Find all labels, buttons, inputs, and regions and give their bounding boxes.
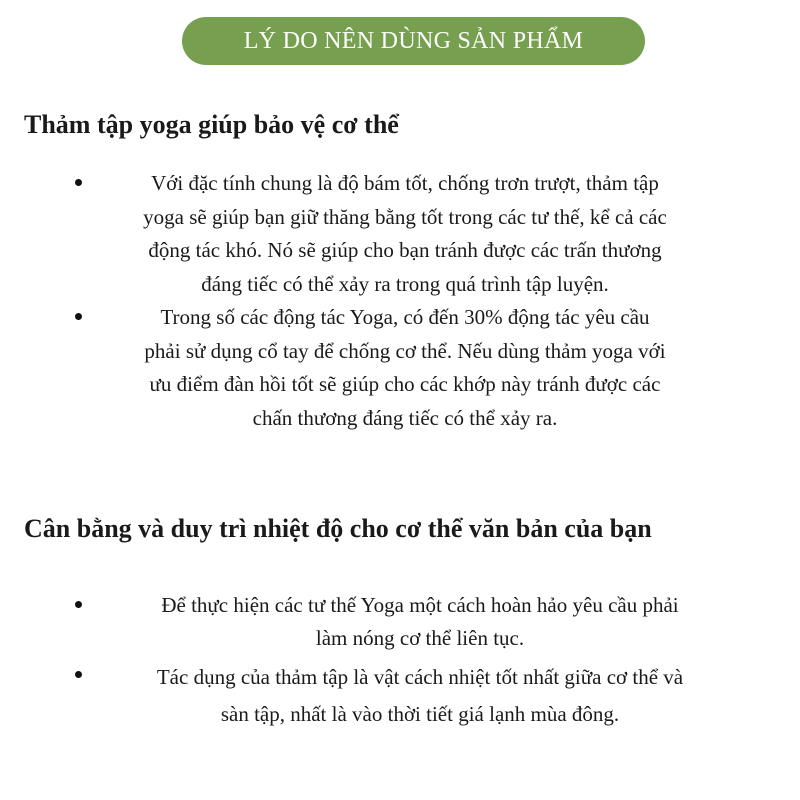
text-line: làm nóng cơ thể liên tục. [315, 626, 525, 650]
banner-title: LÝ DO NÊN DÙNG SẢN PHẨM [243, 27, 584, 54]
section-heading-protect: Thảm tập yoga giúp bảo vệ cơ thể [24, 110, 399, 139]
bullet-icon [75, 601, 82, 608]
text-line: chấn thương đáng tiếc có thể xảy ra. [252, 405, 558, 430]
bullet-icon [75, 313, 82, 320]
text-line: sàn tập, nhất là vào thời tiết giá lạnh mùa đông. [220, 702, 620, 726]
text-line: Để thực hiện các tư thế Yoga một cách hoàn hảo yêu cầu phải [161, 593, 679, 617]
bullet-icon [75, 671, 82, 678]
bullet-icon [75, 179, 82, 186]
text-line: Tác dụng của thảm tập là vật cách nhiệt tốt nhất giữa cơ thể và [156, 665, 684, 689]
text-line: đáng tiếc có thể xảy ra trong quá trình tập luyện. [201, 271, 609, 296]
text-line: Với đặc tính chung là độ bám tốt, chống trơn trượt, thảm tập [151, 171, 659, 195]
text-line: Trong số các động tác Yoga, có đến 30% động tác yêu cầu [160, 305, 650, 329]
text-line: động tác khó. Nó sẽ giúp cho bạn tránh được các trấn thương [148, 238, 662, 262]
text-line: ưu điểm đàn hồi tốt sẽ giúp cho các khớp này tránh được các [149, 372, 661, 396]
text-line: yoga sẽ giúp bạn giữ thăng bằng tốt trong các tư thế, kể cả các [143, 204, 667, 229]
section-banner [182, 17, 645, 65]
text-line: phải sử dụng cổ tay để chống cơ thể. Nếu dùng thảm yoga với [144, 338, 666, 363]
section-heading-balance: Cân bằng và duy trì nhiệt độ cho cơ thể văn bản của bạn [24, 514, 652, 543]
